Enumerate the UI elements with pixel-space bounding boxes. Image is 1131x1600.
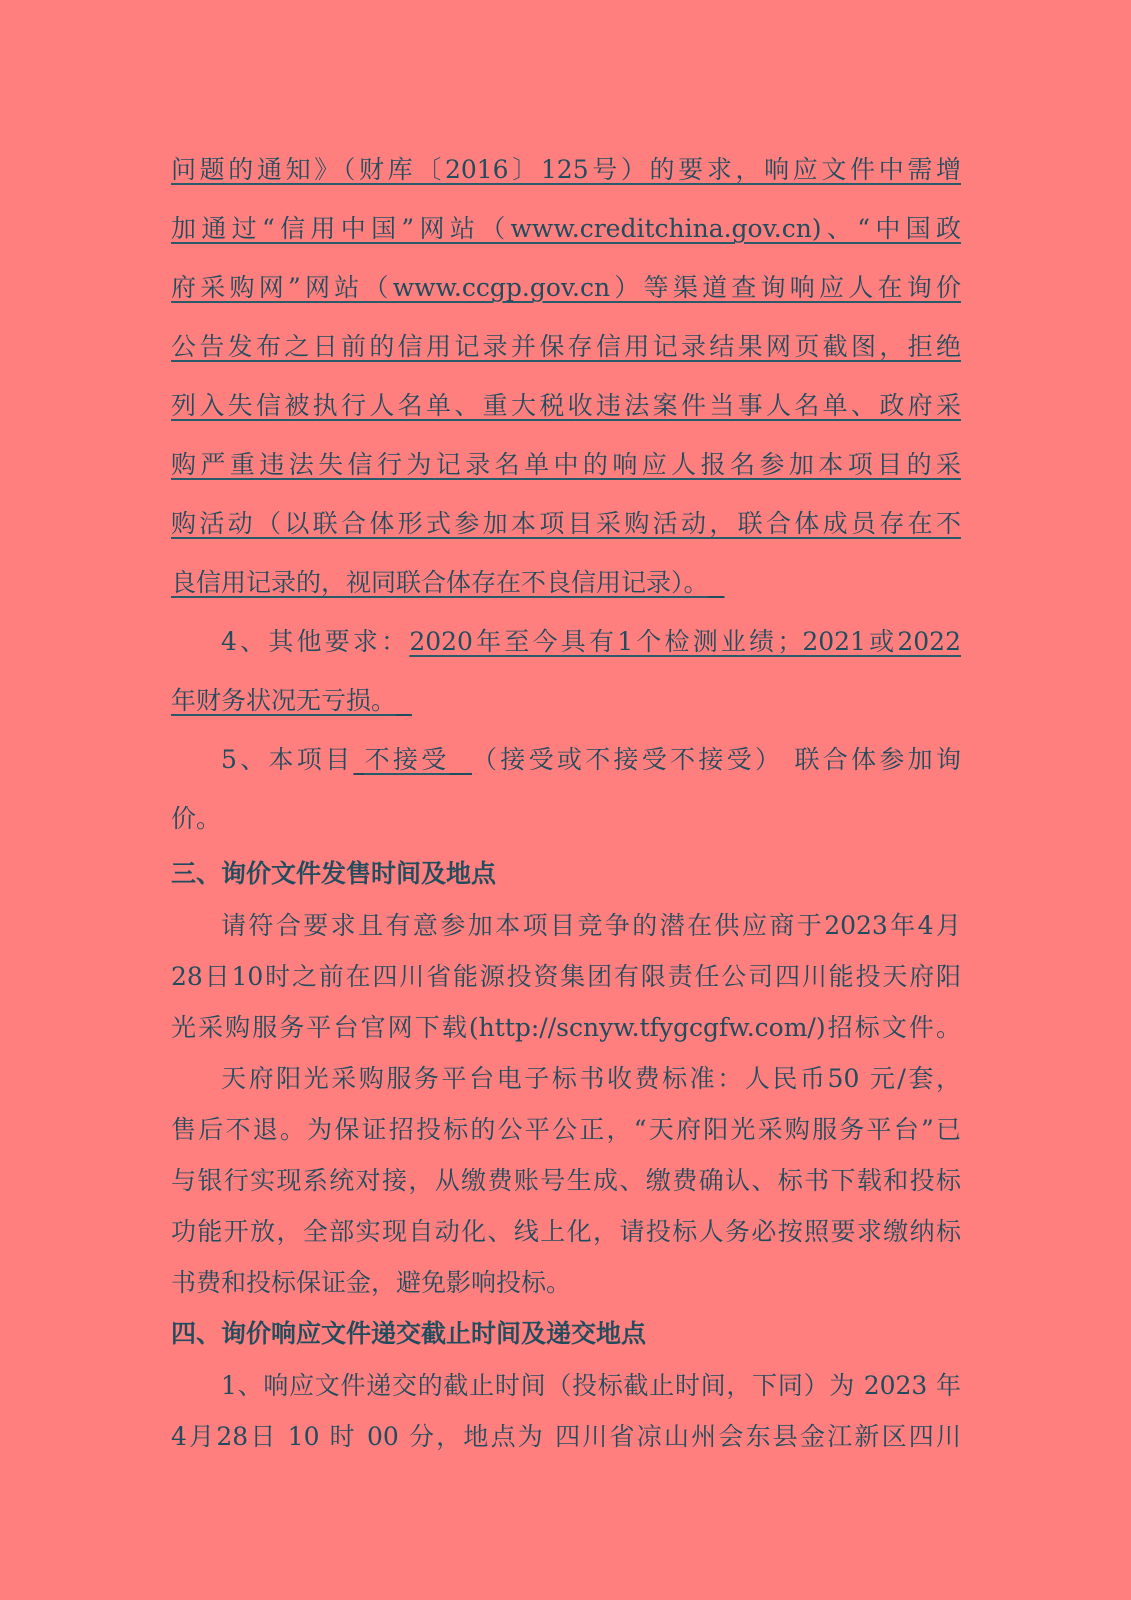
text-line xyxy=(171,612,961,671)
section-heading: 三、询价文件发售时间及地点 xyxy=(171,859,497,888)
text-line: 书费和投标保证金，避免影响投标。 xyxy=(171,1268,572,1297)
text-line: 功能开放，全部实现自动化、线上化，请投标人务必按照要求缴纳标 xyxy=(171,1217,961,1246)
text-line: 加通过“信用中国”网站（www.creditchina.gov.cn)、“中国政 xyxy=(171,214,961,243)
text-line xyxy=(171,730,961,789)
credit-requirement-paragraph xyxy=(171,140,961,612)
text-line: 售后不退。为保证招投标的公平公正，“天府阳光采购服务平台”已 xyxy=(171,1115,961,1144)
text-line xyxy=(171,671,961,730)
text-line: 问题的通知》（财库〔2016〕125号）的要求，响应文件中需增 xyxy=(171,155,961,184)
text-line: 请符合要求且有意参加本项目竞争的潜在供应商于2023年4月 xyxy=(221,911,961,940)
consortium-item xyxy=(171,730,961,848)
section-3 xyxy=(171,848,961,1308)
item-prefix: 5、本项目 xyxy=(221,745,354,774)
text-line: 列入失信被执行人名单、重大税收违法案件当事人名单、政府采 xyxy=(171,391,961,420)
item-suffix: （接受或不接受不接受） 联合体参加询 xyxy=(472,745,961,774)
text-line: 价。 xyxy=(171,804,222,833)
text-line: 公告发布之日前的信用记录并保存信用记录结果网页截图，拒绝 xyxy=(171,332,961,361)
filled-value: 2020年至今具有1个检测业绩；2021或2022 xyxy=(409,627,961,656)
text-line: 良信用记录的，视同联合体存在不良信用记录）。 xyxy=(171,568,709,597)
text-line: 与银行实现系统对接，从缴费账号生成、缴费确认、标书下载和投标 xyxy=(171,1166,961,1195)
other-requirements-item xyxy=(171,612,961,730)
text-line: 28日10时之前在四川省能源投资集团有限责任公司四川能投天府阳 xyxy=(171,962,961,991)
section-4 xyxy=(171,1308,961,1462)
text-line: 1、响应文件递交的截止时间（投标截止时间，下同）为 2023 年 xyxy=(221,1371,961,1400)
paragraph xyxy=(171,900,961,1053)
document-body xyxy=(171,140,961,1462)
text-line: 天府阳光采购服务平台电子标书收费标准：人民币50 元/套， xyxy=(221,1064,961,1093)
text-line: 光采购服务平台官网下载(http://scnyw.tfygcgfw.com/)招标文件。 xyxy=(171,1013,961,1042)
item-prefix: 4、其他要求： xyxy=(221,627,410,656)
paragraph xyxy=(171,1053,961,1308)
text-line: 府采购网”网站（www.ccgp.gov.cn）等渠道查询响应人在询价 xyxy=(171,273,961,302)
text-line: 购活动（以联合体形式参加本项目采购活动，联合体成员存在不 xyxy=(171,509,961,538)
text-line: 购严重违法失信行为记录名单中的响应人报名参加本项目的采 xyxy=(171,450,961,479)
section-heading: 四、询价响应文件递交截止时间及递交地点 xyxy=(171,1319,647,1348)
paragraph xyxy=(171,1360,961,1462)
filled-value: 不接受 xyxy=(364,745,450,774)
text-line: 4月28日 10 时 00 分，地点为 四川省凉山州会东县金江新区四川 xyxy=(171,1422,961,1451)
filled-value: 年财务状况无亏损。 xyxy=(171,686,397,715)
